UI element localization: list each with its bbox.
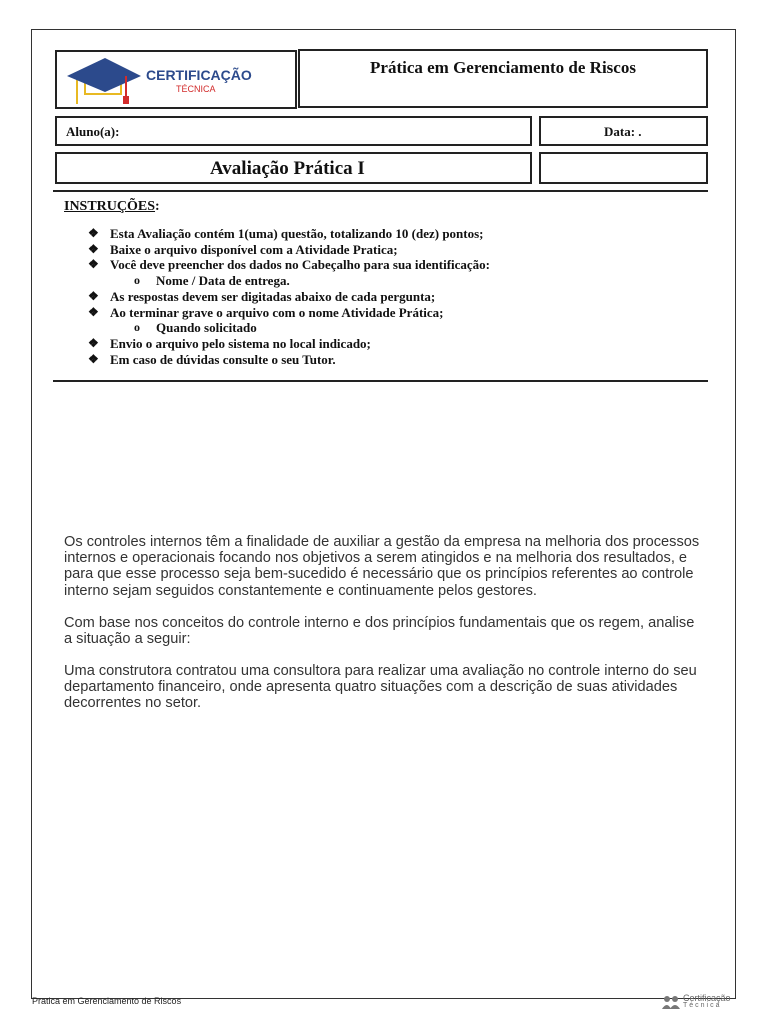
footer-logo-line1: Certificação <box>683 993 731 1003</box>
circle-bullet-icon: o <box>134 320 140 335</box>
diamond-bullet-icon: ❖ <box>88 335 99 350</box>
student-label: Aluno(a): <box>66 124 120 139</box>
assessment-title-box <box>55 152 532 184</box>
instructions-list <box>88 226 490 367</box>
graduation-cap-icon <box>65 54 145 106</box>
student-field[interactable] <box>55 116 532 146</box>
logo-text-main: CERTIFICAÇÃO <box>146 67 252 83</box>
date-field[interactable] <box>539 116 708 146</box>
instructions-title: INSTRUÇÕES: <box>64 199 160 214</box>
grade-field[interactable] <box>539 152 708 184</box>
list-item: ❖ Baixe o arquivo disponível com a Atividade Pratica; <box>88 241 398 257</box>
list-item: ❖ Ao terminar grave o arquivo com o nome Atividade Prática; <box>88 304 444 320</box>
divider-bottom <box>53 380 708 382</box>
date-label: Data: . <box>604 124 642 139</box>
people-icon <box>662 995 680 1009</box>
list-item: ❖ Envio o arquivo pelo sistema no local indicado; <box>88 335 371 351</box>
course-title: Prática em Gerenciamento de Riscos <box>370 58 636 77</box>
course-title-box <box>298 49 708 108</box>
list-item: ❖ Em caso de dúvidas consulte o seu Tutor. <box>88 351 336 367</box>
logo-box <box>55 50 297 109</box>
list-subitem: o Nome / Data de entrega. <box>134 273 290 289</box>
divider-top <box>53 190 708 192</box>
diamond-bullet-icon: ❖ <box>88 257 99 272</box>
footer-logo-line2: Técnica <box>683 1002 722 1009</box>
list-item: ❖ Você deve preencher dos dados no Cabeçalho para sua identificação: <box>88 257 491 273</box>
diamond-bullet-icon: ❖ <box>88 288 99 303</box>
logo-text-sub: TÉCNICA <box>176 84 216 94</box>
footer-logo <box>662 994 731 1010</box>
footer-course-name: Pratica em Gerenciamento de Riscos <box>32 996 182 1006</box>
list-item: ❖ Esta Avaliação contém 1(uma) questão, totalizando 10 (dez) pontos; <box>88 226 484 241</box>
body-paragraph-1: Os controles internos têm a finalidade de auxiliar a gestão da empresa na melhoria dos processos internos e operacionais focando nos objetivos a serem atingidos e na melhoria dos resultados, e para que esse processo seja bem-sucedido é necessário que os princípios referentes ao controle interno sejam seguidos constantemente e continuamente pelos gestores. <box>64 534 700 599</box>
diamond-bullet-icon: ❖ <box>88 226 99 240</box>
diamond-bullet-icon: ❖ <box>88 304 99 319</box>
diamond-bullet-icon: ❖ <box>88 351 99 366</box>
list-subitem: o Quando solicitado <box>134 320 257 336</box>
list-item: ❖ As respostas devem ser digitadas abaixo de cada pergunta; <box>88 288 436 304</box>
diamond-bullet-icon: ❖ <box>88 241 99 256</box>
body-paragraph-3: Uma construtora contratou uma consultora para realizar uma avaliação no controle interno do seu departamento financeiro, onde apresenta quatro situações com a descrição de suas atividades decorrentes no setor. <box>64 663 697 712</box>
body-paragraph-2: Com base nos conceitos do controle interno e dos princípios fundamentais que os regem, analise a situação a seguir: <box>64 615 695 648</box>
assessment-title: Avaliação Prática I <box>210 158 365 179</box>
circle-bullet-icon: o <box>134 273 140 288</box>
